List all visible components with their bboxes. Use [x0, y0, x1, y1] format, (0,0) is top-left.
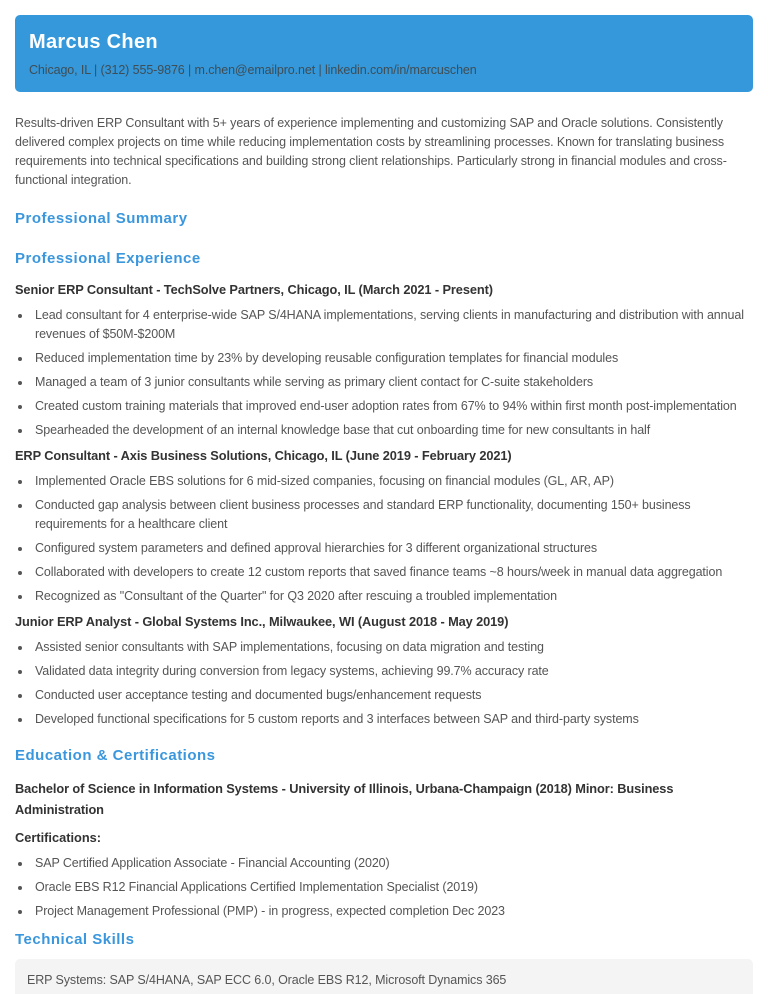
bullet-item: • Conducted user acceptance testing and documented bugs/enhancement requests	[32, 686, 753, 705]
bullet-item: • Lead consultant for 4 enterprise-wide SAP S/4HANA implementations, serving clients in manufacturing and distribution with annual revenues of $50M-$200M	[32, 306, 753, 344]
bullet-item: • Developed functional specifications for 5 custom reports and 3 interfaces between SAP and third-party systems	[32, 710, 753, 729]
job-title: ERP Consultant - Axis Business Solutions, Chicago, IL (June 2019 - February 2021)	[15, 448, 512, 463]
person-name: Marcus Chen	[29, 31, 158, 53]
bullet-item: • Conducted gap analysis between client business processes and standard ERP functionality, documenting 150+ business requirements for a healthcare client	[32, 496, 753, 534]
job-entry-junior-erp-analyst	[15, 613, 753, 729]
certification-item: • SAP Certified Application Associate - Financial Accounting (2020)	[32, 854, 753, 873]
resume-header	[15, 15, 753, 92]
job-bullet-list	[15, 472, 753, 606]
summary-paragraph: Results-driven ERP Consultant with 5+ years of experience implementing and customizing SAP and Oracle solutions. Consistently delivered complex projects on time while reducing implementation costs by streamlining processes. Known for translating business requirements into technical specifications and building strong client relationships. Particularly strong in financial modules and cross-functional integration.	[15, 116, 727, 187]
job-entry-senior-erp-consultant	[15, 281, 753, 440]
job-bullet-list	[15, 638, 753, 729]
bullet-item: • Recognized as "Consultant of the Quarter" for Q3 2020 after rescuing a troubled implementation	[32, 587, 753, 606]
contact-line: Chicago, IL | (312) 555-9876 | m.chen@emailpro.net | linkedin.com/in/marcuschen	[29, 63, 477, 77]
bullet-item: • Collaborated with developers to create 12 custom reports that saved finance teams ~8 hours/week in manual data aggregation	[32, 563, 753, 582]
technical-skills-box	[15, 959, 753, 994]
bullet-item: • Created custom training materials that improved end-user adoption rates from 67% to 94% within first month post-implementation	[32, 397, 753, 416]
certifications-label: Certifications:	[15, 830, 102, 845]
bullet-item: • Managed a team of 3 junior consultants while serving as primary client contact for C-suite stakeholders	[32, 373, 753, 392]
skills-line-erp-systems: ERP Systems: SAP S/4HANA, SAP ECC 6.0, Oracle EBS R12, Microsoft Dynamics 365	[27, 973, 507, 987]
section-heading-education-certifications: Education & Certifications	[15, 747, 216, 764]
certifications-list	[15, 854, 753, 921]
bullet-item: • Reduced implementation time by 23% by developing reusable configuration templates for financial modules	[32, 349, 753, 368]
bullet-item: • Implemented Oracle EBS solutions for 6 mid-sized companies, focusing on financial modules (GL, AR, AP)	[32, 472, 753, 491]
bullet-item: • Configured system parameters and defined approval hierarchies for 3 different organizational structures	[32, 539, 753, 558]
section-heading-professional-experience: Professional Experience	[15, 250, 201, 267]
job-title: Junior ERP Analyst - Global Systems Inc., Milwaukee, WI (August 2018 - May 2019)	[15, 614, 509, 629]
job-bullet-list	[15, 306, 753, 440]
section-heading-technical-skills: Technical Skills	[15, 931, 135, 948]
section-heading-professional-summary: Professional Summary	[15, 210, 188, 227]
resume-body	[0, 114, 768, 994]
certification-item: • Oracle EBS R12 Financial Applications Certified Implementation Specialist (2019)	[32, 878, 753, 897]
certification-item: • Project Management Professional (PMP) - in progress, expected completion Dec 2023	[32, 902, 753, 921]
degree-line: Bachelor of Science in Information Systems - University of Illinois, Urbana-Champaign (2018) Minor: Business Administration	[15, 781, 674, 817]
job-title: Senior ERP Consultant - TechSolve Partners, Chicago, IL (March 2021 - Present)	[15, 282, 493, 297]
bullet-item: • Validated data integrity during conversion from legacy systems, achieving 99.7% accuracy rate	[32, 662, 753, 681]
job-entry-erp-consultant	[15, 447, 753, 606]
bullet-item: • Spearheaded the development of an internal knowledge base that cut onboarding time for new consultants in half	[32, 421, 753, 440]
bullet-item: • Assisted senior consultants with SAP implementations, focusing on data migration and testing	[32, 638, 753, 657]
